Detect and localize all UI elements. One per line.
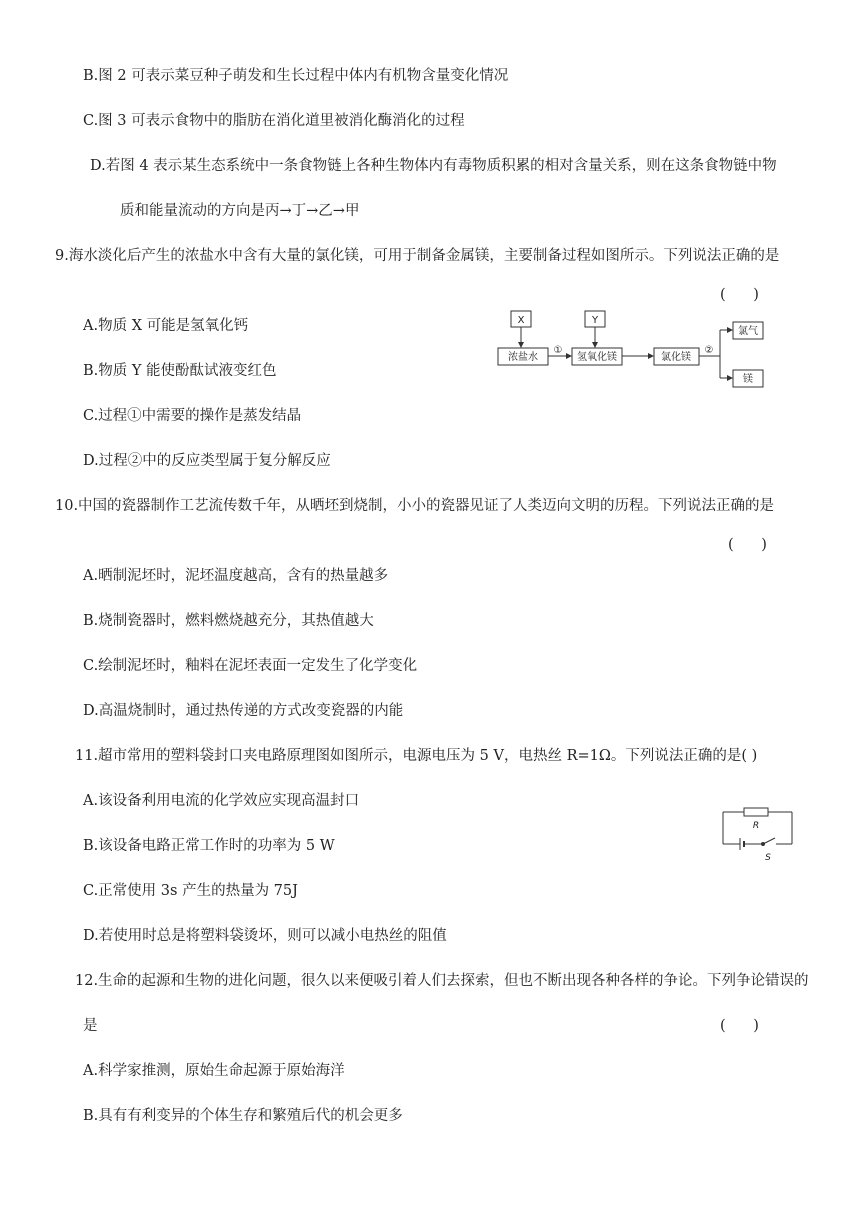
q9-option-b: B.物质 Y 能使酚酞试液变红色	[83, 363, 277, 379]
q11-option-a: A.该设备利用电流的化学效应实现高温封口	[83, 793, 360, 809]
q11-option-d: D.若使用时总是将塑料袋烫坏，则可以减小电热丝的阻值	[83, 928, 447, 944]
q9-diagram-x: X	[517, 315, 525, 326]
q9-diagram-mg-chloride: 氯化镁	[661, 352, 691, 363]
q8-option-c: C.图 3 可表示食物中的脂肪在消化道里被消化酶消化的过程	[83, 113, 465, 129]
q12-stem-line2: 是	[83, 1018, 98, 1034]
q12-option-a: A.科学家推测，原始生命起源于原始海洋	[83, 1063, 345, 1079]
q8-option-d-line1: D.若图 4 表示某生态系统中一条食物链上各种生物体内有毒物质积累的相对含量关系，则在这条食物链中物	[90, 158, 777, 174]
q8-option-b: B.图 2 可表示菜豆种子萌发和生长过程中体内有机物含量变化情况	[83, 68, 509, 84]
q9-diagram-chlorine: 氯气	[738, 326, 758, 337]
q9-diagram-step1: ①	[553, 345, 563, 356]
q10-option-b: B.烧制瓷器时，燃料燃烧越充分，其热值越大	[83, 613, 374, 629]
q11-circuit-s-label: S	[765, 853, 771, 863]
q12-answer-paren: ( )	[720, 1018, 759, 1034]
q11-stem: 11.超市常用的塑料袋封口夹电路原理图如图所示，电源电压为 5 V，电热丝 R=1Ω。下列说法正确的是( )	[75, 748, 758, 764]
q9-answer-paren: ( )	[720, 287, 759, 303]
q12-stem-line1: 12.生命的起源和生物的进化问题，很久以来便吸引着人们去探索，但也不断出现各种各样的争论。下列争论错误的	[75, 973, 809, 989]
q9-option-a: A.物质 X 可能是氢氧化钙	[83, 318, 249, 334]
q11-option-c: C.正常使用 3s 产生的热量为 75J	[83, 883, 298, 899]
q9-diagram-step2: ②	[704, 345, 714, 356]
q9-option-c: C.过程①中需要的操作是蒸发结晶	[83, 408, 302, 424]
q9-diagram-brine: 浓盐水	[508, 352, 538, 363]
q8-option-d-line2: 质和能量流动的方向是丙→丁→乙→甲	[120, 203, 360, 219]
q9-flow-diagram	[495, 305, 775, 390]
q9-diagram-mg-hydroxide: 氢氧化镁	[577, 352, 617, 363]
q9-diagram-magnesium: 镁	[743, 374, 753, 385]
q10-option-a: A.晒制泥坯时，泥坯温度越高，含有的热量越多	[83, 568, 389, 584]
q11-option-b: B.该设备电路正常工作时的功率为 5 W	[83, 838, 335, 854]
q9-option-d: D.过程②中的反应类型属于复分解反应	[83, 453, 331, 469]
q9-diagram-y: Y	[591, 315, 599, 326]
q11-circuit-diagram	[718, 800, 798, 864]
q10-option-d: D.高温烧制时，通过热传递的方式改变瓷器的内能	[83, 703, 404, 719]
q10-option-c: C.绘制泥坯时，釉料在泥坯表面一定发生了化学变化	[83, 658, 418, 674]
q10-stem: 10.中国的瓷器制作工艺流传数千年，从晒坯到烧制，小小的瓷器见证了人类迈向文明的历程。下列说法正确的是	[55, 498, 775, 514]
q9-stem: 9.海水淡化后产生的浓盐水中含有大量的氯化镁，可用于制备金属镁，主要制备过程如图所示。下列说法正确的是	[55, 248, 780, 264]
q12-option-b: B.具有有利变异的个体生存和繁殖后代的机会更多	[83, 1108, 403, 1124]
q11-circuit-r-label: R	[752, 821, 760, 831]
q10-answer-paren: ( )	[728, 537, 767, 553]
